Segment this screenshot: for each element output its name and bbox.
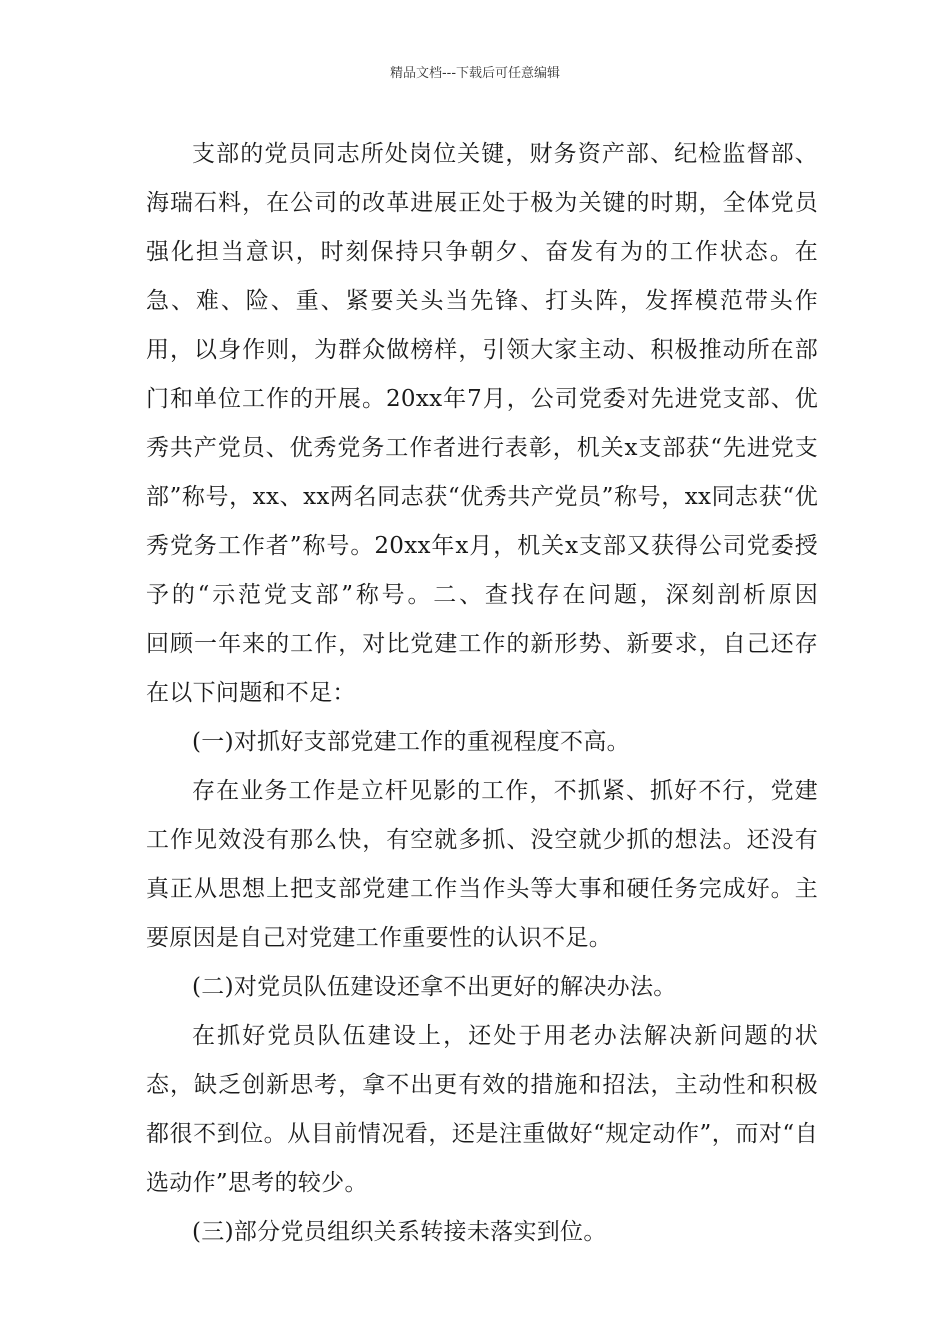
paragraph-heading-3: (三)部分党员组织关系转接未落实到位。 (192, 1219, 607, 1245)
document-body (146, 130, 865, 1257)
page-header: 精品文档---下载后可任意编辑 (389, 66, 561, 81)
paragraph-issue-2: 在抓好党员队伍建设上，还处于用老办法解决新问题的状态，缺乏创新思考，拿不出更有效的措施和招法，主动性和积极都很不到位。从目前情况看，还是注重做好“规定动作”，而对“自选动作”思考的较少。 (146, 1023, 818, 1196)
paragraph-issue-1: 存在业务工作是立杆见影的工作，不抓紧、抓好不行，党建工作见效没有那么快，有空就多抓、没空就少抓的想法。还没有真正从思想上把支部党建工作当作头等大事和硬任务完成好。主要原因是自己对党建工作重要性的认识不足。 (146, 778, 818, 951)
paragraph-heading-2: (二)对党员队伍建设还拿不出更好的解决办法。 (192, 974, 677, 1000)
paragraph-heading-1: (一)对抓好支部党建工作的重视程度不高。 (192, 729, 630, 755)
paragraph-branch-achievements: 支部的党员同志所处岗位关键，财务资产部、纪检监督部、海瑞石料，在公司的改革进展正处于极为关键的时期，全体党员强化担当意识，时刻保持只争朝夕、奋发有为的工作状态。在急、难、险、重、紧要关头当先锋、打头阵，发挥模范带头作用，以身作则，为群众做榜样，引领大家主动、积极推动所在部门和单位工作的开展。20xx年7月，公司党委对先进党支部、优秀共产党员、优秀党务工作者进行表彰，机关x支部获“先进党支部”称号，xx、xx两名同志获“优秀共产党员”称号，xx同志获“优秀党务工作者”称号。20xx年x月，机关x支部又获得公司党委授予的“示范党支部”称号。二、查找存在问题，深刻剖析原因 回顾一年来的工作，对比党建工作的新形势、新要求，自己还存在以下问题和不足： (146, 141, 865, 706)
